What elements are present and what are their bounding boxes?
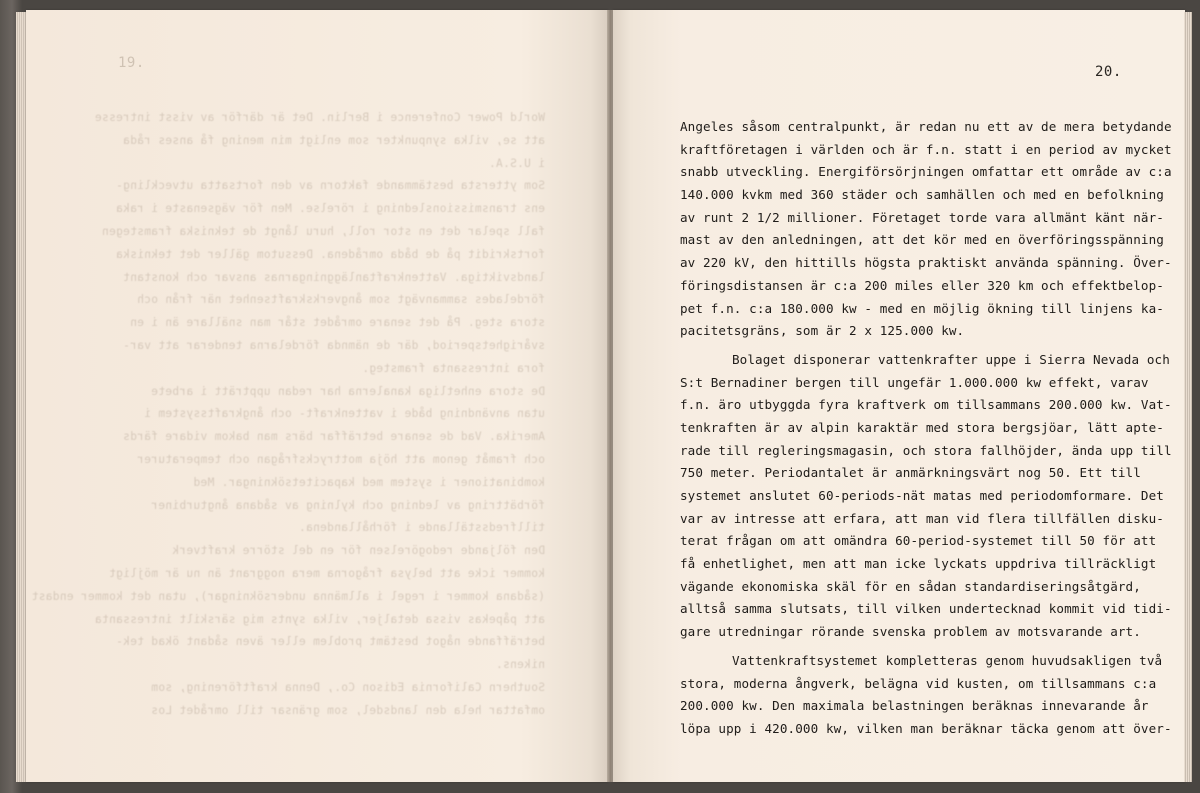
text-line: terat frågan om att omändra 60-period-systemet till 50 för att xyxy=(680,533,1157,549)
text-line: pet f.n. c:a 180.000 kw - med en möjlig ökning till linjens ka- xyxy=(680,300,1164,316)
text-line: tenkraften är av alpin karaktär med stora bergsjöar, lätt apte- xyxy=(680,419,1164,435)
text-line: pacitetsgräns, som är 2 x 125.000 kw. xyxy=(680,323,965,339)
text-line: 750 meter. Periodantalet är anmärkningsvärt nog 50. Ett till xyxy=(680,465,1141,481)
bleed-line: De stora enhetliga kanalerna har redan uppträtt i arbete xyxy=(151,384,545,398)
left-page-number: 19. xyxy=(118,55,145,71)
bleed-line: Den följande redogörelsen för en del större kraftverk xyxy=(172,544,545,558)
bleed-line: ens transmissionsledning i rörelse. Men för vägsenaste i raka xyxy=(115,202,545,216)
text-line: systemet anslutet 60-periods-nät matas med periodomformare. Det xyxy=(680,488,1164,503)
bleed-line: fortskridit på de båda områdena. Dessutom gäller det tekniska xyxy=(115,247,545,261)
right-page-edges xyxy=(1184,12,1192,782)
text-line: föringsdistansen är c:a 200 miles eller 320 km och effektbelop- xyxy=(680,277,1164,293)
bleed-line: kommer icke att belysa frågorna mera noggrant än nu är möjligt xyxy=(108,566,545,580)
bleed-line: tillfredsställande i förhållandena. xyxy=(298,521,545,535)
text-line: S:t Bernadiner bergen till ungefär 1.000.000 kw effekt, varav xyxy=(680,374,1149,390)
bleed-line: omfattar hela den landsdel, som gränsar till området Los xyxy=(151,703,545,717)
text-line: gare utredningar rörande svenska problem av motsvarande art. xyxy=(680,624,1141,640)
bleed-line: beträffande något bestämt problem eller även sådant ökad tek- xyxy=(115,635,545,649)
text-line: Vattenkraftsystemet kompletteras genom huvudsakligen två xyxy=(732,652,1163,668)
bleed-line: att påpekas vissa detaljer, vilka synts mig särskilt intressanta xyxy=(94,612,545,626)
bleed-line: Amerika. Vad de senare beträffar bärs man bakom vidare färds xyxy=(122,430,545,444)
bleed-line: fördelades sammanvägt som ångverkskraftsenhet när från och xyxy=(136,293,545,307)
text-line: snabb utveckling. Energiförsörjningen omfattar ett område av c:a xyxy=(680,164,1172,180)
bleed-line: utan användning både i vattenkraft- och ångkraftssystem i xyxy=(143,407,545,421)
text-line: f.n. äro utbyggda fyra kraftverk om tillsammans 200.000 kw. Vat- xyxy=(680,397,1172,413)
bleed-line: landsviktiga. Vattenkraftanläggningarnas ansvar och konstant xyxy=(122,270,545,284)
text-line: av 220 kV, den hittills högsta praktiskt använda spänning. Över- xyxy=(680,255,1172,271)
bleed-line: fall spelar det en stor roll, huru långt de tekniska framstegen xyxy=(101,224,545,238)
bleed-line: i U.S.A. xyxy=(488,156,545,170)
bleed-line: fora intressanta framsteg. xyxy=(362,361,545,375)
bleed-line: svårighetsperiod, där de nämnda fördelarna tenderar att var- xyxy=(122,338,545,352)
bleed-line: Som yttersta bestämmande faktorn av den fortsatta utveckling- xyxy=(115,179,545,193)
bleed-line: (sådana kommer i regel i allmänna undersökningar), utan det kommer endast xyxy=(31,589,545,603)
bleed-line: att se, vilka synpunkter som enligt min mening få anses råda xyxy=(122,133,545,147)
bleed-line: och framåt genom att höja mottrycksfrågan och temperaturer xyxy=(136,452,545,466)
text-line: Angeles såsom centralpunkt, är redan nu ett av de mera betydande xyxy=(680,119,1172,134)
text-line: var av intresse att erfara, att man vid flera tillfällen disku- xyxy=(680,510,1164,526)
text-line: mast av den anledningen, att det kör med en överföringsspänning xyxy=(680,232,1164,248)
text-line: få enhetlighet, men att man icke lyckats uppdriva tillräckligt xyxy=(680,556,1157,572)
right-page-body-text xyxy=(680,116,1172,741)
left-page-bleed-through-text xyxy=(31,107,545,723)
text-line: vägande ekonomiska skäl för en sådan standardiseringsåtgärd, xyxy=(680,578,1141,594)
bleed-line: förbättring av ledning och kylning av sådana ångturbiner xyxy=(151,498,545,512)
bleed-line: Southern California Edison Co., Denna kraftförening, som xyxy=(151,680,545,694)
text-line: 200.000 kw. Den maximala belastningen beräknas innevarande år xyxy=(680,698,1149,714)
text-line: 140.000 kvkm med 360 städer och samhällen och med en befolkning xyxy=(680,187,1164,203)
bleed-line: nikens. xyxy=(495,658,545,672)
text-line: kraftföretagen i världen och är f.n. statt i en period av mycket xyxy=(680,141,1172,157)
right-page-number: 20. xyxy=(1095,64,1122,80)
text-line: Bolaget disponerar vattenkrafter uppe i Sierra Nevada och xyxy=(732,351,1170,367)
text-line: av runt 2 1/2 millioner. Företaget torde vara allmänt känt när- xyxy=(680,209,1164,225)
bleed-line: kombinationer i system med kapacitetsökningar. Med xyxy=(193,475,545,489)
text-line: stora, moderna ångverk, belägna vid kusten, om tillsammans c:a xyxy=(680,675,1157,691)
text-line: rade till regleringsmagasin, och stora fallhöjder, ända upp till xyxy=(680,442,1172,458)
text-line: alltså samma slutsats, till vilken undertecknad kommit vid tidi- xyxy=(680,601,1172,617)
bleed-line: stora steg. På det senare området står man snällare än i en xyxy=(129,316,545,330)
text-line: löpa upp i 420.000 kw, vilken man beräknar täcka genom att över- xyxy=(680,720,1172,736)
bleed-line: World Power Conference i Berlin. Det är därför av visst intresse xyxy=(94,111,545,124)
